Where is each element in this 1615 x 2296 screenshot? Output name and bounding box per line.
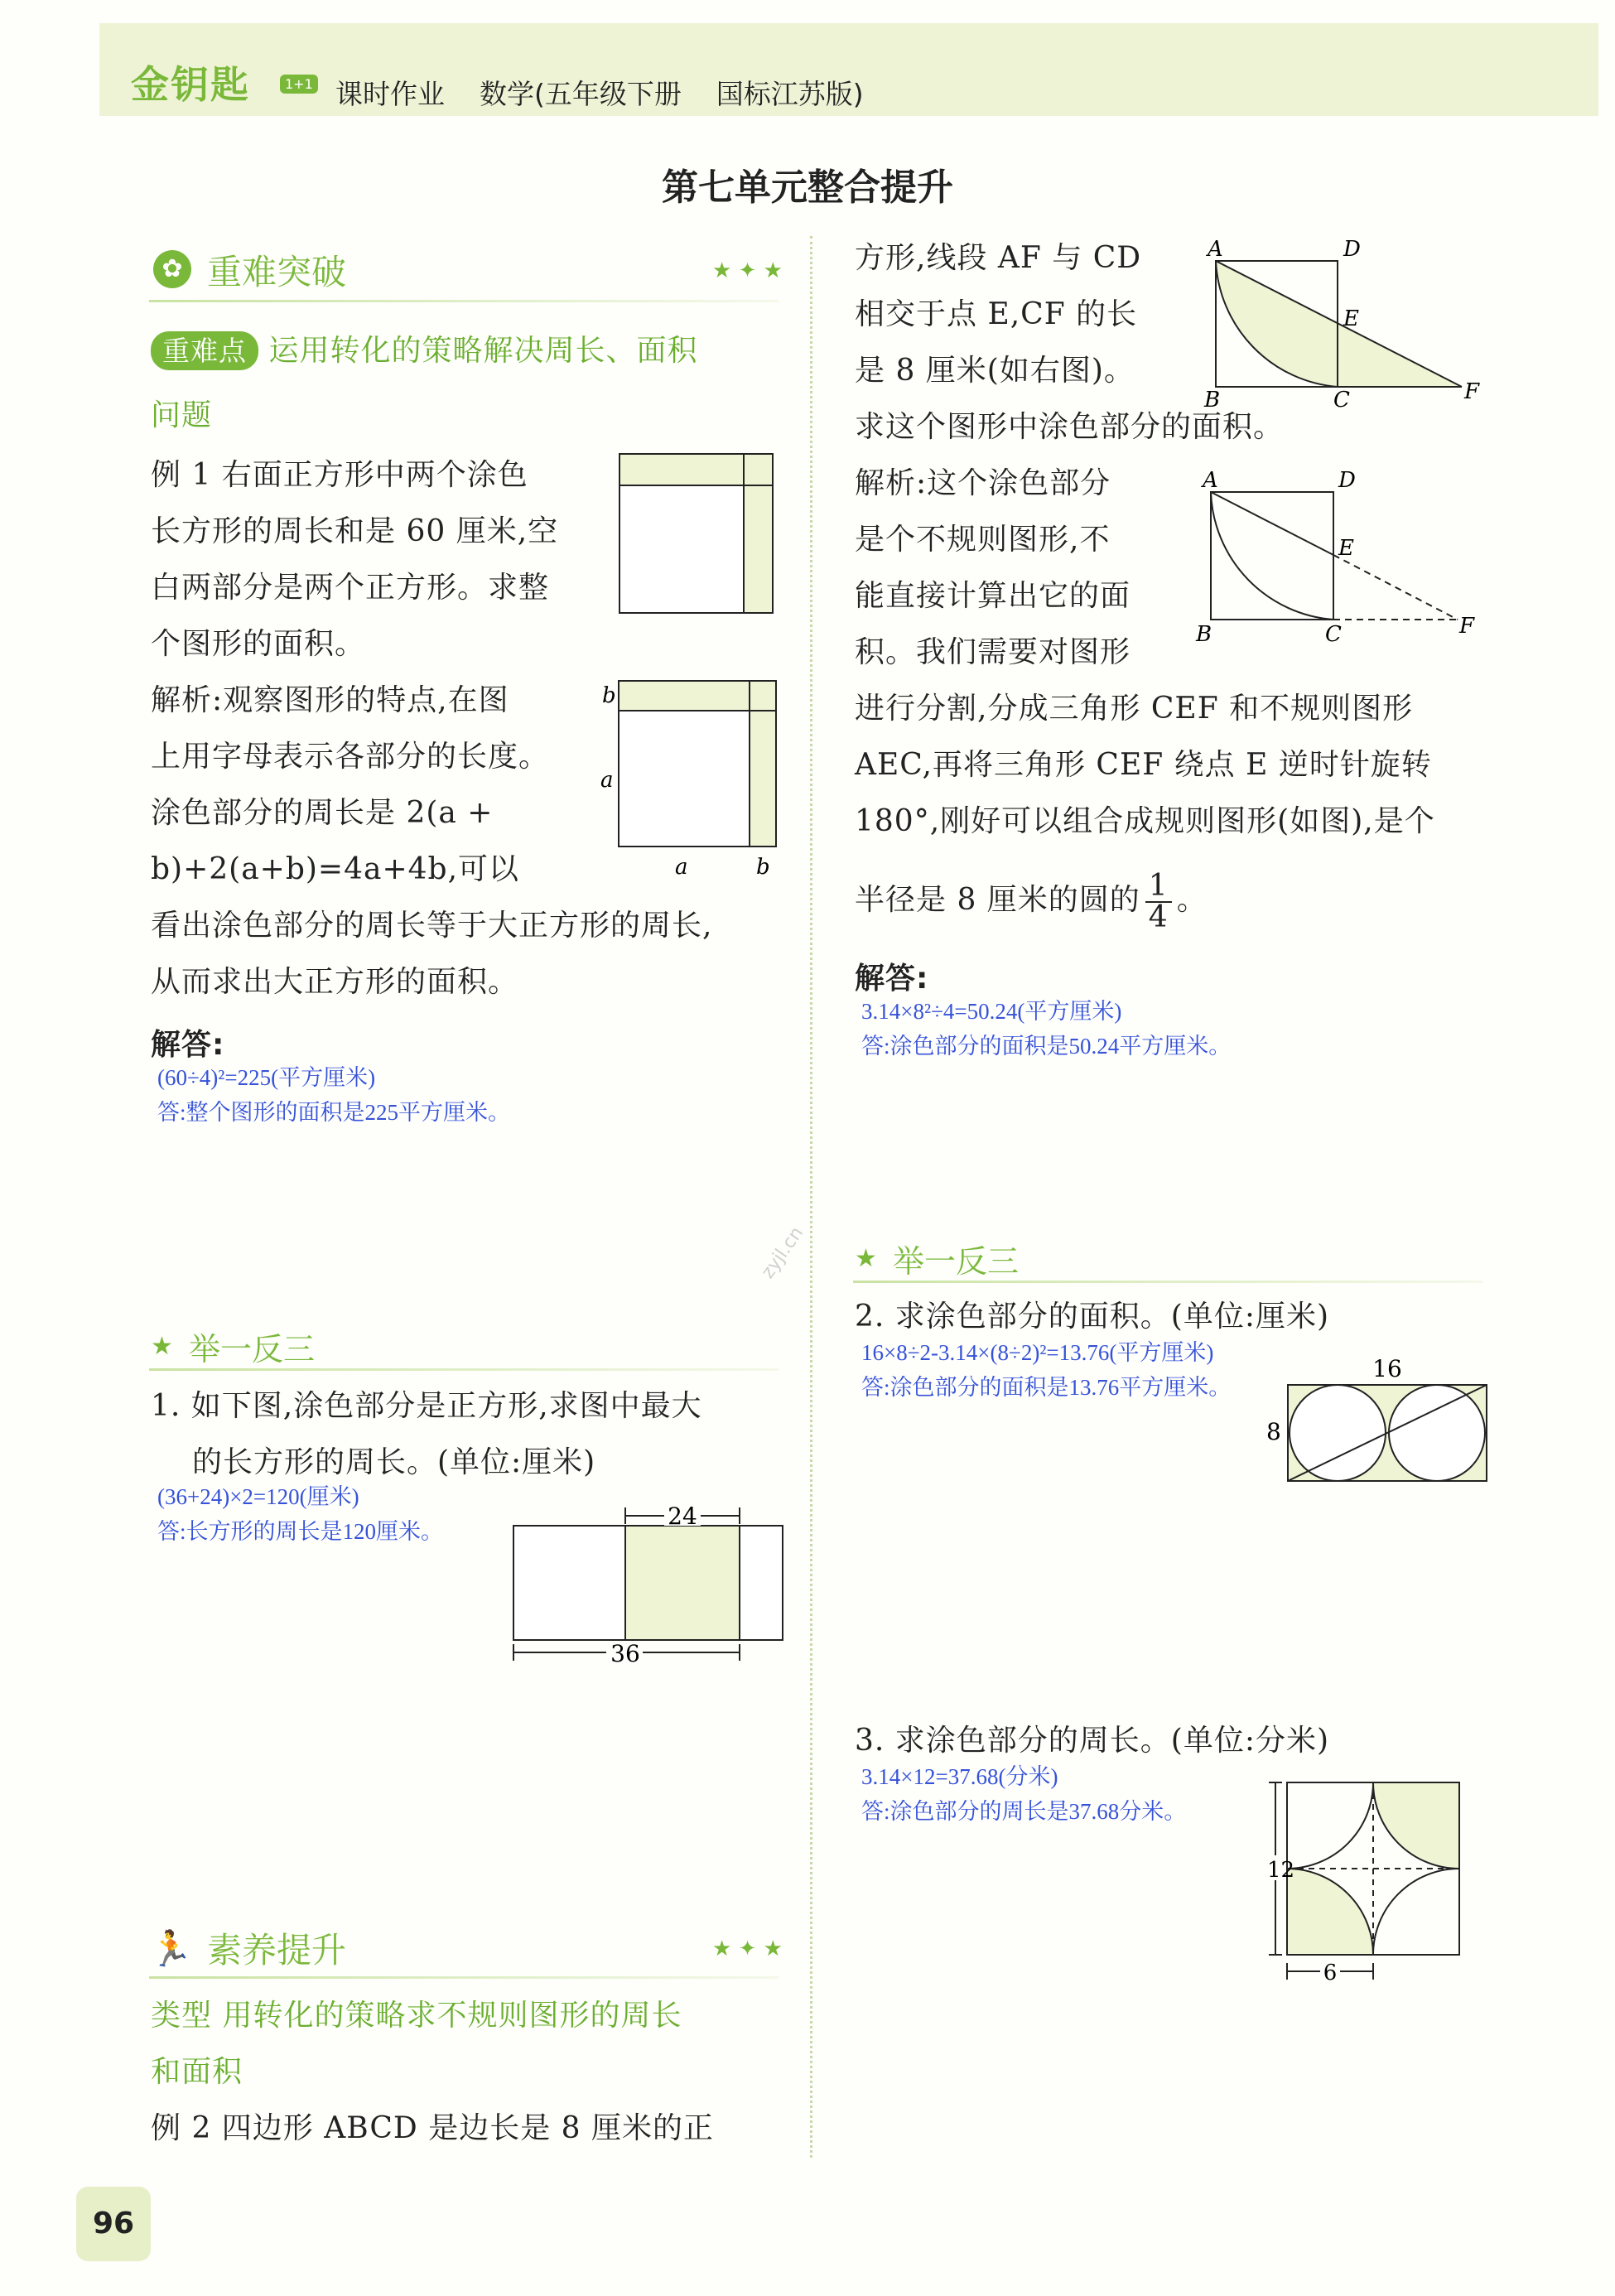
keypoint-line2: 问题 bbox=[151, 398, 213, 432]
example1-line2: 长方形的周长和是 60 厘米,空 bbox=[151, 514, 559, 548]
type-line2: 和面积 bbox=[151, 2055, 243, 2089]
svg-text:A: A bbox=[1203, 470, 1218, 493]
analysis1-line4: b)+2(a+b)=4a+4b,可以 bbox=[151, 852, 520, 886]
practice1-underline bbox=[149, 1368, 779, 1371]
star-decoration-icon-2: ★ ✦ ★ bbox=[712, 1937, 783, 1961]
answer1-line1: (60÷4)²=225(平方厘米) bbox=[157, 1065, 376, 1090]
svg-text:E: E bbox=[1338, 536, 1354, 561]
q2-text: 2. 求涂色部分的面积。(单位:厘米) bbox=[855, 1300, 1330, 1334]
analysis2-line5: 进行分割,分成三角形 CEF 和不规则图形 bbox=[855, 692, 1414, 726]
type-line1: 类型 用转化的策略求不规则图形的周长 bbox=[151, 1999, 682, 2033]
analysis1-line2: 上用字母表示各部分的长度。 bbox=[151, 740, 550, 774]
dim-16: 16 bbox=[1372, 1355, 1402, 1382]
q1-line1: 1. 如下图,涂色部分是正方形,求图中最大 bbox=[151, 1389, 702, 1423]
keypoint-badge: 重难点 bbox=[151, 331, 258, 370]
q3-text: 3. 求涂色部分的周长。(单位:分米) bbox=[855, 1724, 1330, 1758]
practice1-title: 举一反三 bbox=[189, 1331, 316, 1367]
answer2-line2: 答:涂色部分的面积是50.24平方厘米。 bbox=[861, 1034, 1232, 1059]
example2-start: 例 2 四边形 ABCD 是边长是 8 厘米的正 bbox=[151, 2111, 714, 2145]
svg-text:F: F bbox=[1464, 379, 1480, 404]
q3-answer-line2: 答:涂色部分的周长是37.68分米。 bbox=[861, 1799, 1187, 1824]
analysis2-line8: 半径是 8 厘米的圆的 $\frac{1}{4}$ 。 bbox=[855, 869, 1208, 934]
answer1-line2: 答:整个图形的面积是225平方厘米。 bbox=[157, 1100, 511, 1125]
svg-text:E: E bbox=[1343, 306, 1359, 331]
example1-labeled-figure bbox=[592, 671, 783, 878]
answer2-line1: 3.14×8²÷4=50.24(平方厘米) bbox=[861, 999, 1122, 1024]
svg-text:D: D bbox=[1338, 470, 1356, 493]
label-a-side: a bbox=[600, 768, 614, 793]
analysis2-line7: 180°,刚好可以组合成规则图形(如图),是个 bbox=[855, 804, 1435, 838]
page-title: 第七单元整合提升 bbox=[662, 166, 953, 209]
analysis1-line3: 涂色部分的周长是 2(a + bbox=[151, 796, 494, 830]
dim-24: 24 bbox=[668, 1503, 697, 1530]
svg-text:C: C bbox=[1333, 388, 1350, 410]
svg-text:A: A bbox=[1208, 237, 1223, 262]
analysis1-line6: 从而求出大正方形的面积。 bbox=[151, 965, 519, 999]
q2-figure bbox=[1255, 1352, 1503, 1484]
q2-answer-line1: 16×8÷2-3.14×(8÷2)²=13.76(平方厘米) bbox=[861, 1340, 1214, 1365]
analysis2-line2: 是个不规则图形,不 bbox=[855, 523, 1111, 557]
section-title-key: 重难突破 bbox=[207, 252, 347, 292]
q1-answer-line2: 答:长方形的周长是120厘米。 bbox=[157, 1519, 444, 1544]
example2-figure bbox=[1201, 236, 1491, 410]
star-icon-2: ★ bbox=[855, 1244, 877, 1273]
header-text: 课时作业 数学(五年级下册 国标江苏版) bbox=[335, 78, 864, 110]
column-divider bbox=[810, 236, 812, 2158]
ex2-line2: 相交于点 E,CF 的长 bbox=[855, 297, 1138, 331]
q1-line2: 的长方形的周长。(单位:厘米) bbox=[192, 1445, 596, 1479]
q3-answer-line1: 3.14×12=37.68(分米) bbox=[861, 1764, 1058, 1789]
label-b-bottom: b bbox=[756, 855, 770, 878]
analysis2-figure bbox=[1193, 470, 1491, 649]
svg-text:F: F bbox=[1459, 614, 1475, 639]
analysis1-line5: 看出涂色部分的周长等于大正方形的周长, bbox=[151, 909, 713, 943]
dim-8: 8 bbox=[1266, 1418, 1281, 1445]
analysis2-line1: 解析:这个涂色部分 bbox=[855, 466, 1111, 500]
runner-icon: 🏃 bbox=[149, 1928, 193, 1969]
ex2-line3: 是 8 厘米(如右图)。 bbox=[855, 354, 1135, 388]
q1-answer-line1: (36+24)×2=120(厘米) bbox=[157, 1484, 359, 1509]
brand-tag: 1+1 bbox=[280, 75, 318, 94]
dim-12: 12 bbox=[1267, 1858, 1295, 1883]
practice2-title: 举一反三 bbox=[893, 1243, 1020, 1280]
fraction-quarter: $\frac{1}{4}$ bbox=[1145, 871, 1172, 933]
flower-icon: ✿ bbox=[153, 250, 191, 288]
ex2-line1: 方形,线段 AF 与 CD bbox=[855, 241, 1142, 275]
page-number: 96 bbox=[76, 2187, 151, 2261]
svg-text:B: B bbox=[1196, 622, 1212, 647]
dim-36: 36 bbox=[610, 1640, 640, 1667]
keypoint-line1: 重难点 运用转化的策略解决周长、面积 bbox=[151, 323, 780, 379]
section2-underline bbox=[149, 1976, 779, 1979]
section-title-literacy: 素养提升 bbox=[207, 1930, 347, 1970]
example1-line3: 白两部分是两个正方形。求整 bbox=[151, 571, 550, 605]
analysis2-line4: 积。我们需要对图形 bbox=[855, 635, 1131, 669]
example1-line4: 个图形的面积。 bbox=[151, 627, 366, 661]
example1-line1: 例 1 右面正方形中两个涂色 bbox=[151, 458, 528, 492]
q2-answer-line2: 答:涂色部分的面积是13.76平方厘米。 bbox=[861, 1375, 1232, 1400]
section-underline bbox=[149, 300, 779, 302]
ex2-line4: 求这个图形中涂色部分的面积。 bbox=[855, 410, 1285, 444]
svg-text:B: B bbox=[1204, 388, 1221, 410]
example1-figure bbox=[613, 447, 779, 621]
brand-logo: 金钥匙 bbox=[131, 62, 250, 107]
analysis2-line6: AEC,再将三角形 CEF 绕点 E 逆时针旋转 bbox=[855, 748, 1432, 782]
dim-6: 6 bbox=[1323, 1961, 1338, 1985]
svg-text:C: C bbox=[1325, 622, 1342, 647]
analysis2-line3: 能直接计算出它的面 bbox=[855, 579, 1131, 613]
answer-label-2: 解答: bbox=[855, 962, 929, 996]
label-a-bottom: a bbox=[675, 855, 688, 878]
answer-label-1: 解答: bbox=[151, 1028, 225, 1062]
label-b-side: b bbox=[602, 683, 616, 708]
star-icon: ★ bbox=[151, 1332, 173, 1361]
q3-figure bbox=[1267, 1773, 1491, 1988]
watermark: zyjl.cn bbox=[757, 1223, 808, 1283]
practice2-underline bbox=[853, 1281, 1482, 1283]
q1-figure bbox=[505, 1491, 787, 1673]
star-decoration-icon: ★ ✦ ★ bbox=[712, 258, 783, 283]
analysis1-line1: 解析:观察图形的特点,在图 bbox=[151, 683, 509, 717]
svg-text:D: D bbox=[1343, 237, 1361, 262]
